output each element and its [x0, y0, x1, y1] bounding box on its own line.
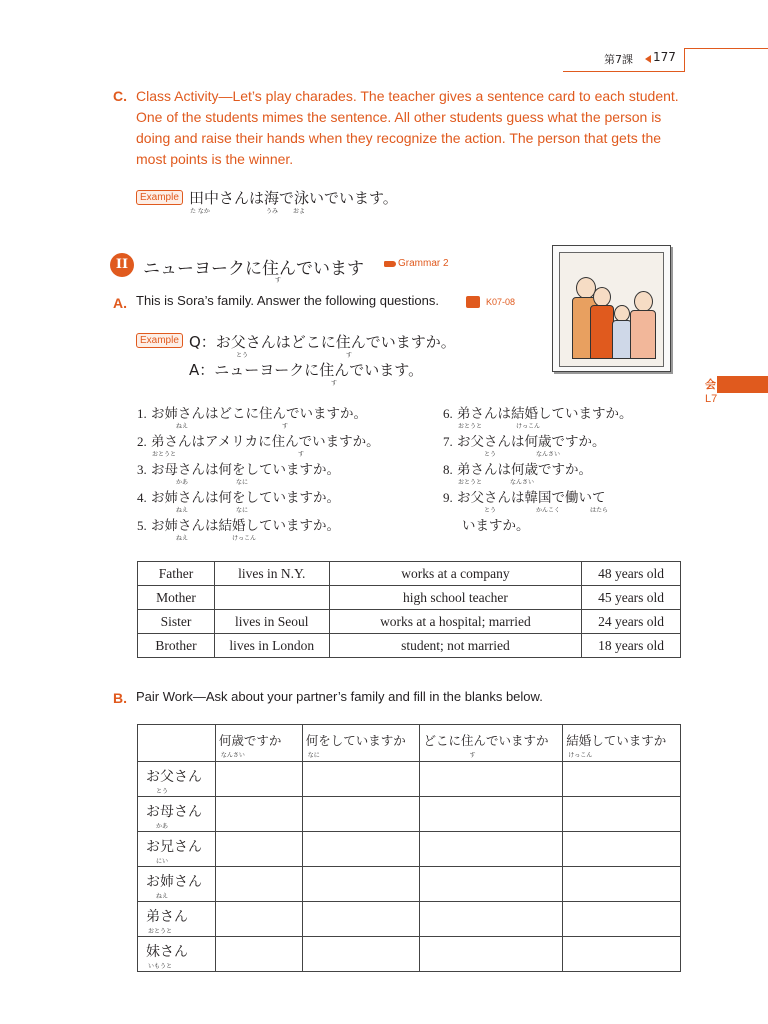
- table-header: 何をしていますか なに: [302, 725, 420, 762]
- answer-cell[interactable]: [420, 797, 563, 832]
- row-label: 妹さん いもうと: [138, 937, 216, 972]
- table-cell: 45 years old: [582, 586, 681, 610]
- table-cell: 24 years old: [582, 610, 681, 634]
- example-furigana: す: [346, 352, 353, 359]
- table-cell: lives in London: [214, 634, 329, 658]
- table-cell: works at a hospital; married: [329, 610, 581, 634]
- example-sentence: 田中さんは海で泳いでいます。: [189, 189, 398, 207]
- answer-cell[interactable]: [302, 797, 420, 832]
- example-badge: Example: [136, 333, 183, 348]
- question-item: 2. 弟さんはアメリカに住んでいますか。: [137, 434, 380, 450]
- question-furigana: す: [282, 423, 289, 430]
- table-row: [138, 586, 681, 610]
- section-c-line: doing and raise their hands when they recognize the action. The person that gets the: [136, 130, 662, 146]
- table-cell: Brother: [138, 634, 215, 658]
- example-furigana: うみ: [266, 208, 279, 215]
- question-furigana: なんさい: [510, 479, 535, 486]
- family-info-table: [137, 561, 681, 658]
- example-furigana: およ: [293, 208, 306, 215]
- table-header: 何歳ですか なんさい: [215, 725, 302, 762]
- question-furigana: なに: [236, 507, 249, 514]
- question-furigana: おとうと: [458, 423, 483, 430]
- pair-work-table: [137, 724, 681, 972]
- table-row: [138, 902, 681, 937]
- table-cell: Sister: [138, 610, 215, 634]
- answer-cell[interactable]: [302, 937, 420, 972]
- answer-cell[interactable]: [420, 762, 563, 797]
- question-furigana: けっこん: [516, 423, 541, 430]
- table-row: [138, 562, 681, 586]
- family-photo-frame: [559, 252, 664, 367]
- question-furigana: おとうと: [458, 479, 483, 486]
- section-title-furigana: す: [275, 277, 282, 284]
- question-item: 7. お父さんは何歳ですか。: [443, 434, 606, 450]
- table-cell: Mother: [138, 586, 215, 610]
- table-cell: 48 years old: [582, 562, 681, 586]
- table-row: [138, 867, 681, 902]
- section-a-instruction: This is Sora’s family. Answer the following questions.: [136, 293, 439, 308]
- answer-cell[interactable]: [215, 797, 302, 832]
- answer-cell[interactable]: [563, 832, 681, 867]
- table-header-row: [138, 725, 681, 762]
- section-b-instruction: Pair Work—Ask about your partner’s family and fill in the blanks below.: [136, 689, 543, 704]
- answer-cell[interactable]: [302, 867, 420, 902]
- question-furigana: とう: [484, 451, 497, 458]
- table-cell: Father: [138, 562, 215, 586]
- question-item: 8. 弟さんは何歳ですか。: [443, 462, 593, 478]
- question-furigana: かあ: [176, 479, 189, 486]
- question-item: 3. お母さんは何をしていますか。: [137, 462, 341, 478]
- section-b-marker: B.: [113, 690, 127, 706]
- question-item: 5. お姉さんは結婚していますか。: [137, 518, 341, 534]
- answer-cell[interactable]: [563, 902, 681, 937]
- question-furigana: ねえ: [176, 507, 189, 514]
- header-rule-top: [684, 48, 768, 49]
- answer-cell[interactable]: [420, 902, 563, 937]
- row-label: お姉さん ねえ: [138, 867, 216, 902]
- table-cell: 18 years old: [582, 634, 681, 658]
- section-c-text: [136, 86, 696, 170]
- row-label: お母さん かあ: [138, 797, 216, 832]
- table-row: [138, 610, 681, 634]
- question-furigana: なに: [236, 479, 249, 486]
- example-question: Q：お父さんはどこに住んでいますか。: [189, 333, 456, 351]
- table-header: どこに住んでいますか す: [420, 725, 563, 762]
- example-furigana: す: [331, 380, 338, 387]
- question-furigana: とう: [484, 507, 497, 514]
- header-rule: [563, 71, 685, 72]
- answer-cell[interactable]: [420, 937, 563, 972]
- question-item: 9. お父さんは韓国で働いて: [443, 490, 606, 506]
- question-furigana: なんさい: [536, 451, 561, 458]
- question-item: 1. お姉さんはどこに住んでいますか。: [137, 406, 368, 422]
- speaker-icon[interactable]: [466, 296, 480, 308]
- table-row: [138, 762, 681, 797]
- row-label: お兄さん にい: [138, 832, 216, 867]
- question-furigana: けっこん: [232, 535, 257, 542]
- side-tab-label: 会: [705, 378, 716, 391]
- answer-cell[interactable]: [563, 797, 681, 832]
- example-badge: Example: [136, 190, 183, 205]
- section-c-line: most points is the winner.: [136, 151, 294, 167]
- section-title: ニューヨークに住んでいます: [143, 259, 364, 279]
- table-row: [138, 937, 681, 972]
- question-furigana: ねえ: [176, 423, 189, 430]
- answer-cell[interactable]: [302, 832, 420, 867]
- answer-cell[interactable]: [215, 832, 302, 867]
- section-c-marker: C.: [113, 88, 127, 104]
- question-furigana: かんこく: [536, 507, 561, 514]
- example-furigana: とう: [236, 352, 249, 359]
- side-tab-lesson: L7: [705, 393, 718, 405]
- grammar-reference-link[interactable]: Grammar 2: [398, 258, 449, 269]
- section-c-line: Class Activity—Let’s play charades. The teacher gives a sentence card to each student.: [136, 88, 679, 104]
- table-row: [138, 634, 681, 658]
- question-furigana: おとうと: [152, 451, 177, 458]
- question-item: 4. お姉さんは何をしていますか。: [137, 490, 341, 506]
- row-label: お父さん とう: [138, 762, 216, 797]
- table-row: [138, 832, 681, 867]
- lesson-label: 第7課: [604, 53, 633, 66]
- answer-cell[interactable]: [215, 902, 302, 937]
- audio-track-code: K07-08: [486, 297, 516, 307]
- section-number-badge: II: [110, 253, 134, 277]
- question-furigana: ねえ: [176, 535, 189, 542]
- example-furigana: た なか: [190, 208, 210, 215]
- family-photo: [552, 245, 671, 372]
- answer-cell[interactable]: [563, 937, 681, 972]
- table-cell: [214, 586, 329, 610]
- row-label: 弟さん おとうと: [138, 902, 216, 937]
- page-number: 177: [653, 50, 676, 64]
- answer-cell[interactable]: [215, 762, 302, 797]
- question-furigana: はたら: [590, 507, 609, 514]
- section-c-line: One of the students mimes the sentence. All other students guess what the person is: [136, 109, 662, 125]
- table-cell: lives in N.Y.: [214, 562, 329, 586]
- answer-cell[interactable]: [420, 867, 563, 902]
- table-cell: student; not married: [329, 634, 581, 658]
- answer-cell[interactable]: [215, 937, 302, 972]
- question-furigana: す: [298, 451, 305, 458]
- table-cell: lives in Seoul: [214, 610, 329, 634]
- table-header: 結婚していますか けっこん: [563, 725, 681, 762]
- header-rule-vertical: [684, 48, 685, 72]
- table-row: [138, 797, 681, 832]
- answer-cell[interactable]: [302, 762, 420, 797]
- side-tab-bar: [717, 376, 768, 393]
- answer-cell[interactable]: [563, 867, 681, 902]
- answer-cell[interactable]: [563, 762, 681, 797]
- answer-cell[interactable]: [420, 832, 563, 867]
- table-cell: high school teacher: [329, 586, 581, 610]
- question-item-continuation: いますか。: [462, 518, 530, 534]
- table-header-empty: [138, 725, 216, 762]
- page-pointer-icon: [645, 55, 651, 63]
- example-answer: A：ニューヨークに住んでいます。: [189, 361, 424, 379]
- answer-cell[interactable]: [302, 902, 420, 937]
- answer-cell[interactable]: [215, 867, 302, 902]
- section-a-marker: A.: [113, 295, 127, 311]
- table-cell: works at a company: [329, 562, 581, 586]
- question-item: 6. 弟さんは結婚していますか。: [443, 406, 633, 422]
- pointing-hand-icon: [384, 261, 396, 267]
